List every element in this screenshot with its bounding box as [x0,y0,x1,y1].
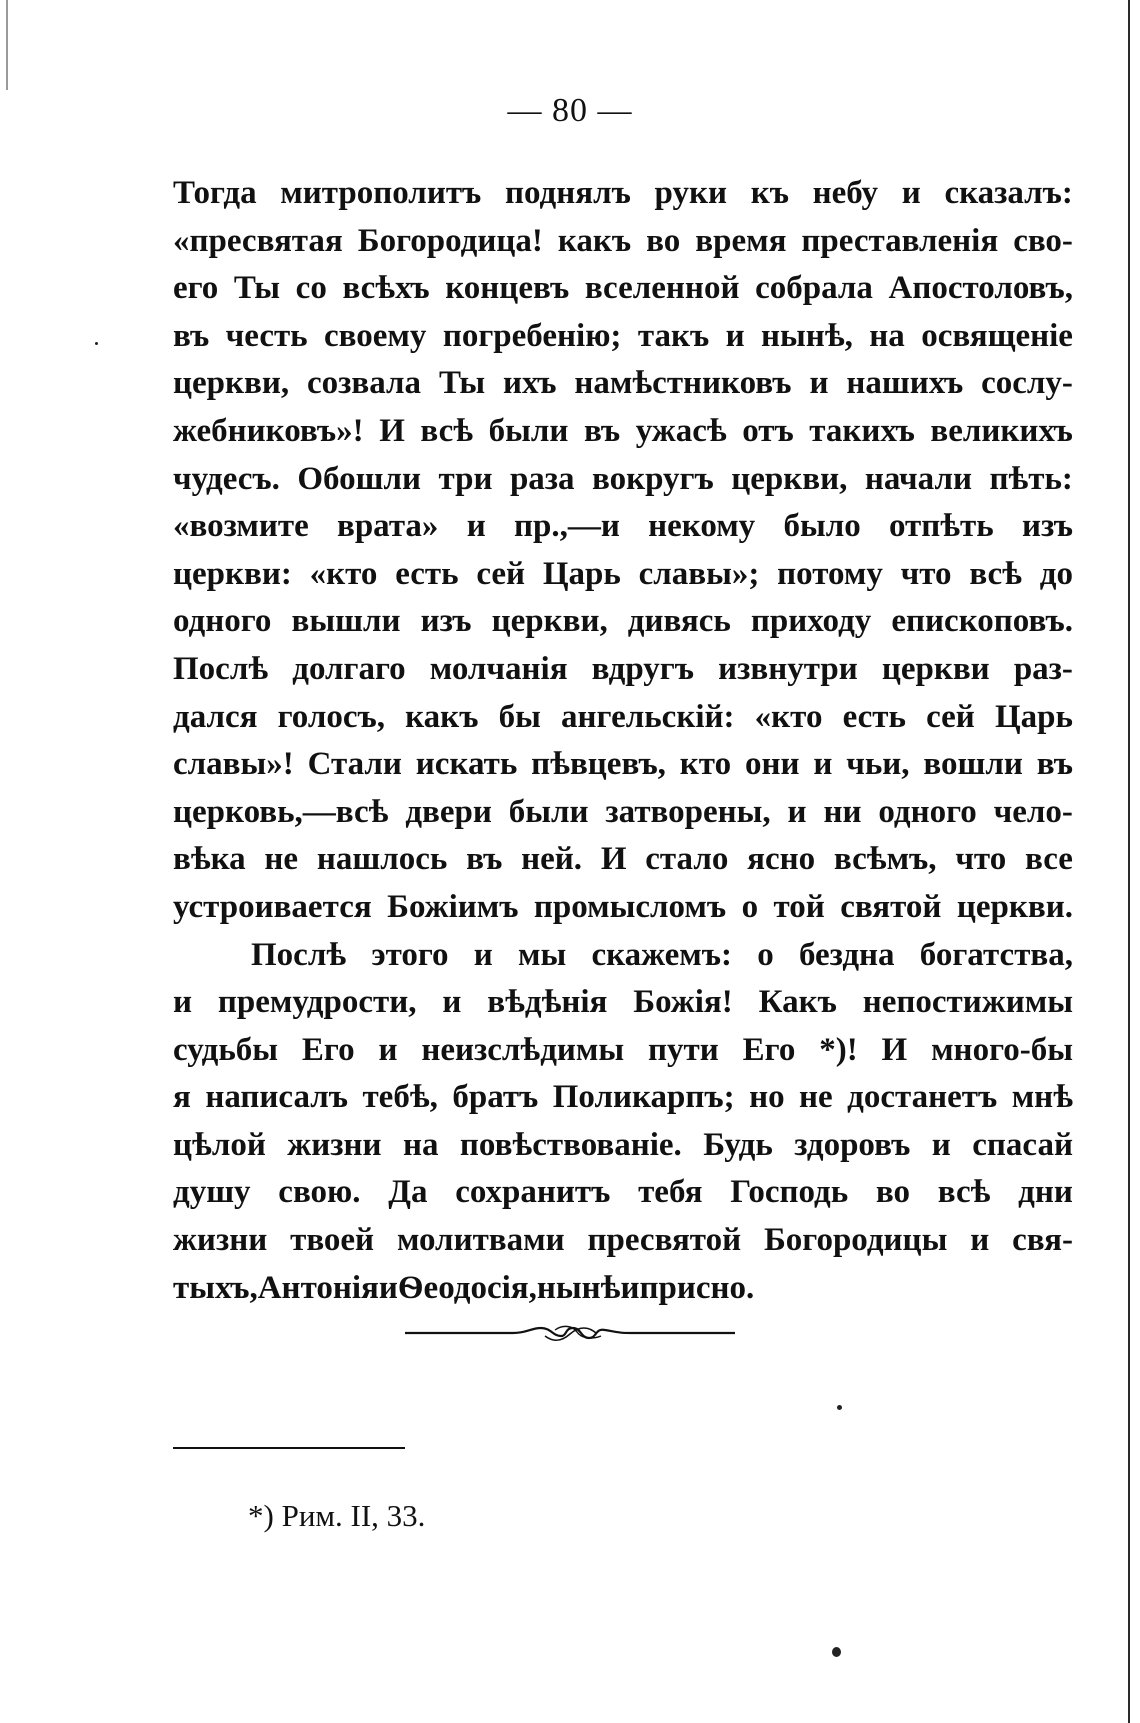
text-line: церкви: «кто есть сей Царь славы»; потому что всѣ до [173,555,1073,592]
text-line: Послѣ долгаго молчанія вдругъ извнутри церкви раз- [173,650,1073,687]
text-line: я написалъ тебѣ, братъ Поликарпъ; но не достанетъ мнѣ [173,1079,1073,1116]
text-line: церкви, созвала Ты ихъ намѣстниковъ и нашихъ сослу- [173,365,1073,402]
page-edge-right [1128,0,1130,1723]
decorative-divider-ornament [405,1318,735,1348]
page-edge-left [6,0,8,90]
text-line: вѣка не нашлось въ ней. И стало ясно всѣмъ, что все [173,841,1073,878]
text-line: устроивается Божіимъ промысломъ о той святой церкви. [173,888,1073,925]
ink-speck [832,1647,841,1657]
text-line: одного вышли изъ церкви, дивясь приходу епископовъ. [173,603,1073,640]
footnote: *) Рим. II, 33. [248,1498,426,1533]
text-line: цѣлой жизни на повѣствованіе. Будь здоровъ и спасай [173,1126,1073,1163]
text-line: и премудрости, и вѣдѣнія Божія! Какъ непостижимы [173,984,1073,1021]
paragraph-first-line: Послѣ этого и мы скажемъ: о бездна богатства, [251,936,1073,973]
text-line: «возмите врата» и пр.,—и некому было отпѣть изъ [173,508,1073,545]
text-line: Тогда митрополитъ поднялъ руки къ небу и сказалъ: [173,175,1073,211]
ink-speck [95,342,98,345]
ink-speck [837,1405,842,1410]
text-line: дался голосъ, какъ бы ангельскій: «кто есть сей Царь [173,698,1073,735]
page-number: — 80 — [507,92,633,129]
text-line: въ честь своему погребенію; такъ и нынѣ, на освященіе [173,317,1073,354]
paragraph-last-line: тыхъ, Антонія и Ѳеодосія, нынѣ и присно. [173,1269,755,1306]
text-line: чудесъ. Обошли три раза вокругъ церкви, начали пѣть: [173,460,1073,497]
text-line: судьбы Его и неизслѣдимы пути Его *)! И много-бы [173,1031,1073,1068]
text-line: церковь,—всѣ двери были затворены, и ни одного чело- [173,793,1073,830]
text-line: жизни твоей молитвами пресвятой Богородицы и свя- [173,1222,1073,1259]
text-line: славы»! Стали искать пѣвцевъ, кто они и чьи, вошли въ [173,746,1073,783]
text-line: жебниковъ»! И всѣ были въ ужасѣ отъ такихъ великихъ [173,412,1073,449]
body-text [173,170,1073,1312]
text-line: «пресвятая Богородица! какъ во время преставленія сво- [173,222,1073,259]
text-line: его Ты со всѣхъ концевъ вселенной собрала Апостоловъ, [173,270,1073,307]
footnote-separator [173,1447,405,1449]
text-line: душу свою. Да сохранитъ тебя Господь во всѣ дни [173,1174,1073,1211]
